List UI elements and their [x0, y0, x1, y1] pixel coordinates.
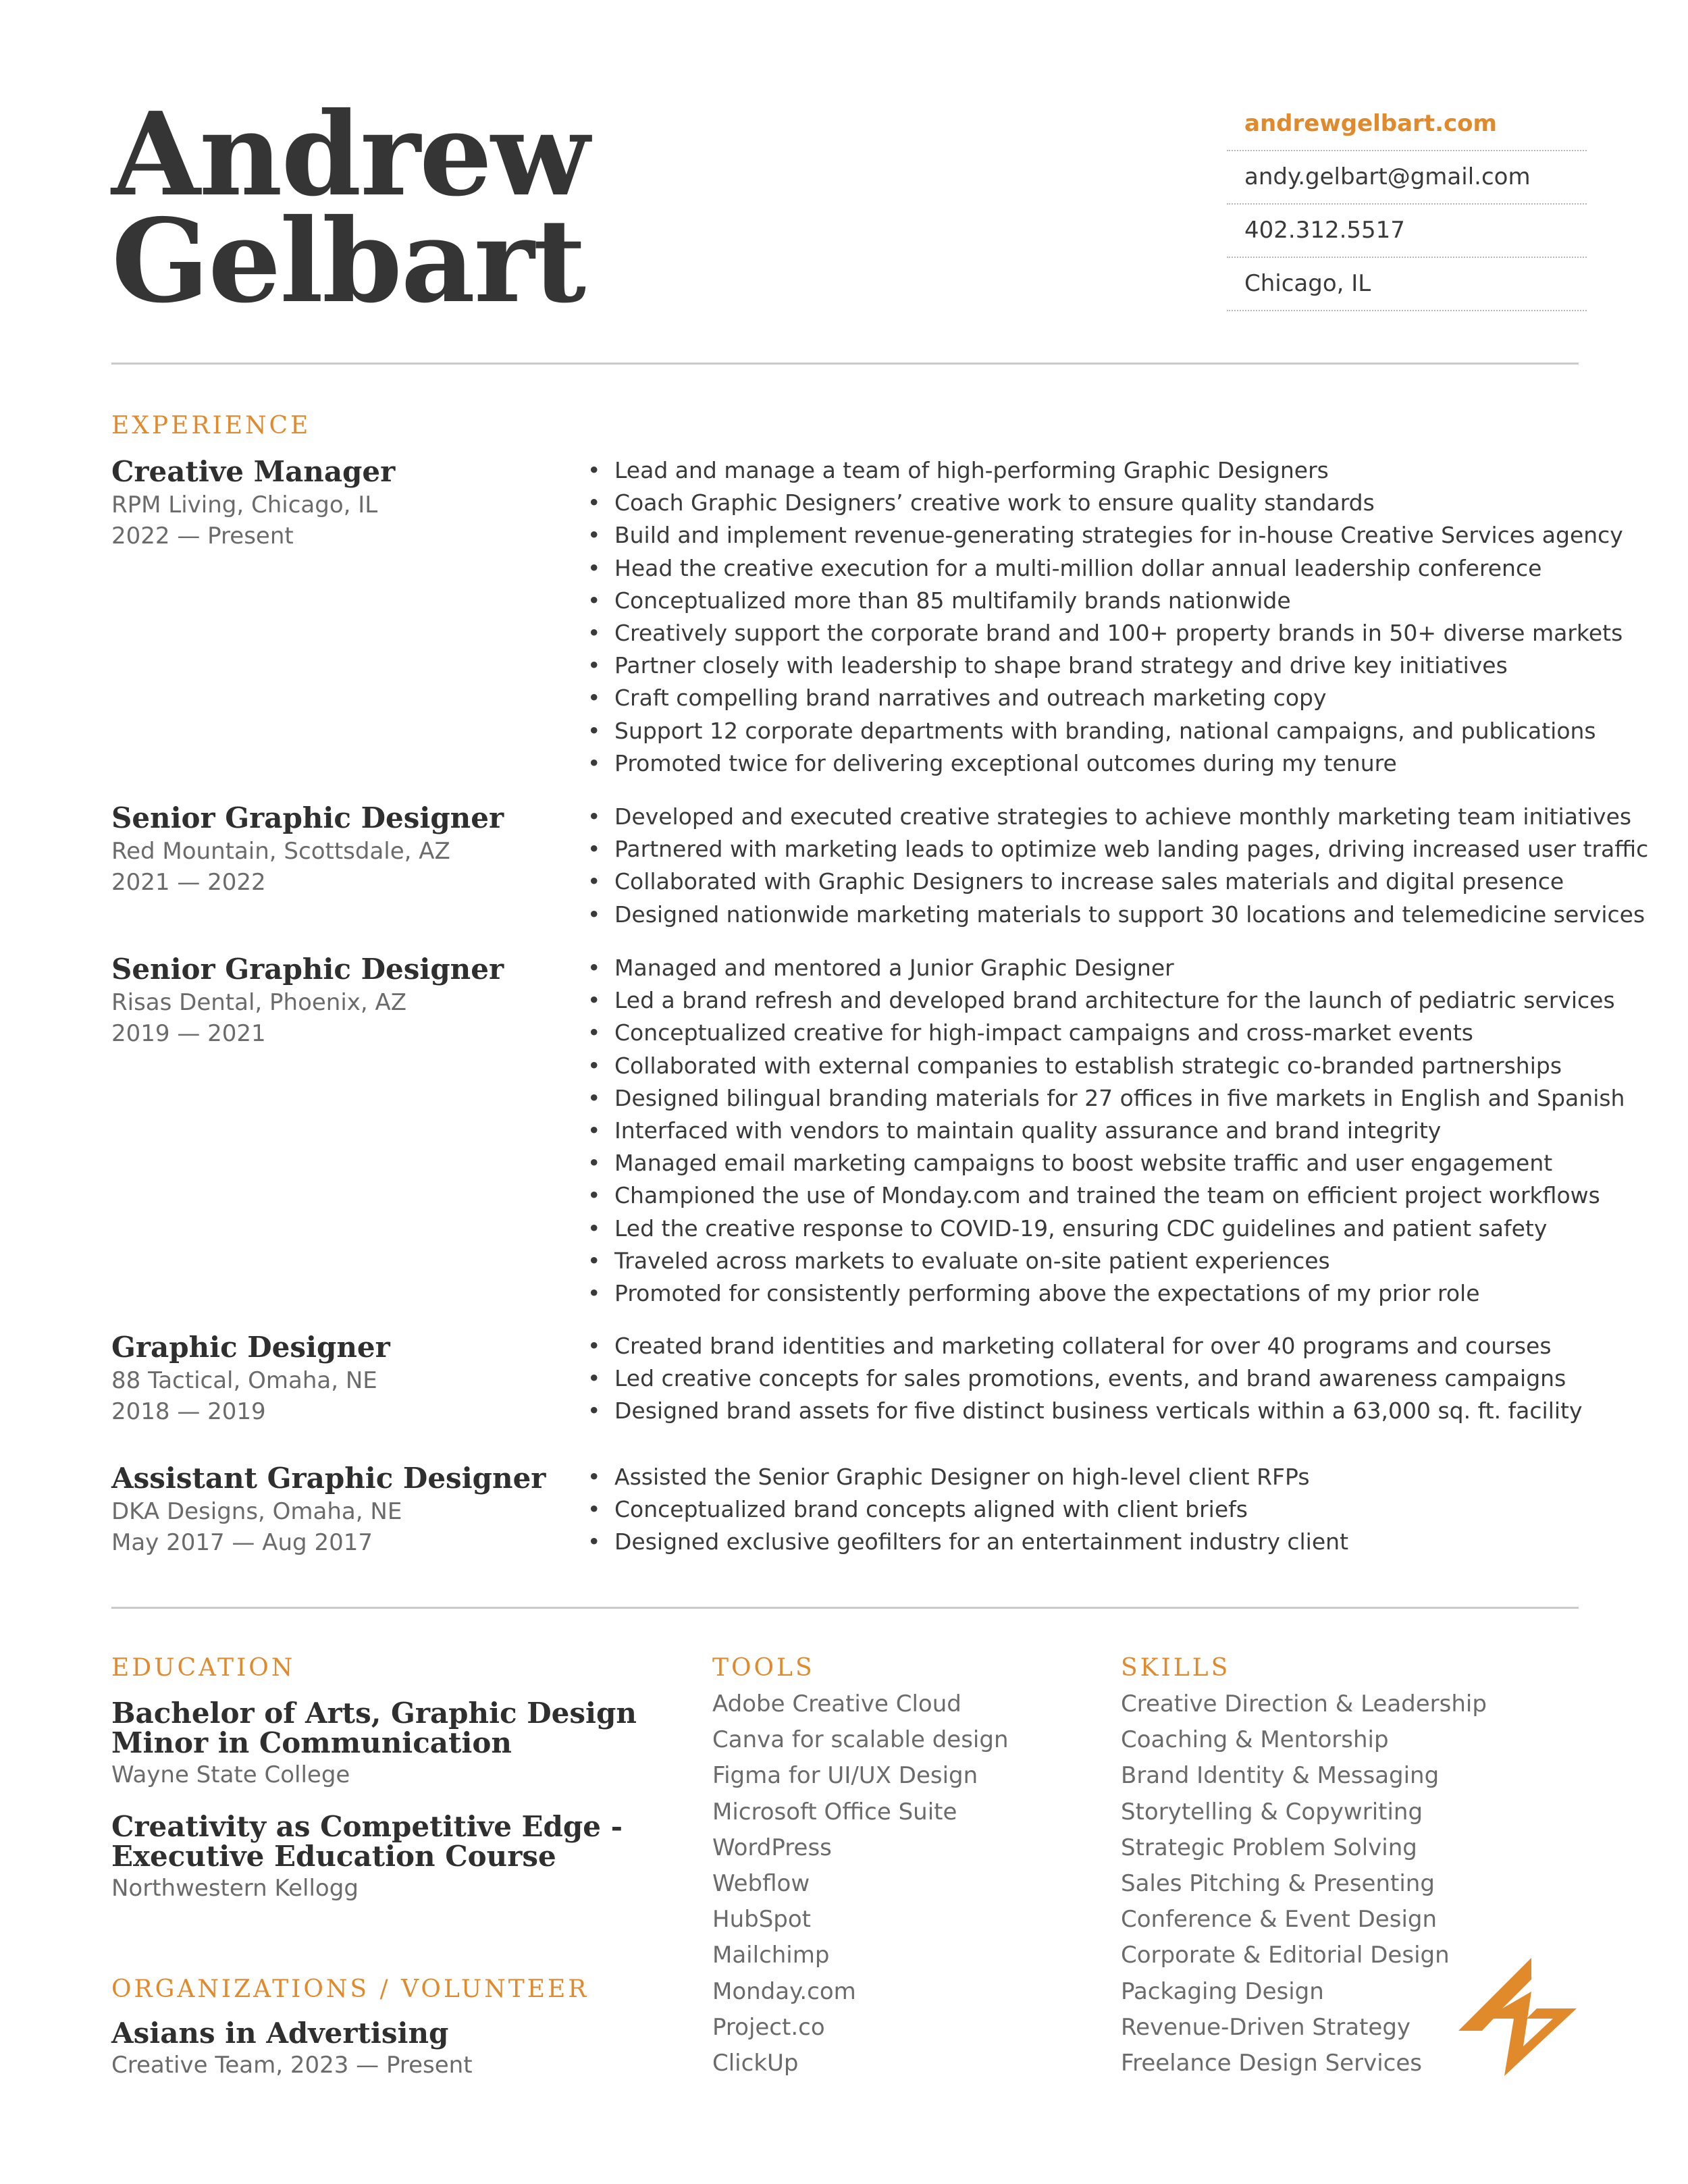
job-title: Graphic Designer — [111, 1331, 390, 1364]
list-item: • Support 12 corporate departments with branding, national campaigns, and publications — [587, 715, 1587, 747]
last-name: Gelbart — [111, 194, 585, 329]
degree-title: Bachelor of Arts, Graphic Design — [111, 1697, 637, 1730]
job-title: Senior Graphic Designer — [111, 801, 504, 834]
job-info — [111, 801, 584, 898]
school-name: Northwestern Kellogg — [111, 1875, 359, 1902]
ag-monogram-logo-icon — [1458, 1958, 1577, 2076]
job-bullets — [587, 454, 1623, 780]
list-item: • Led a brand refresh and developed brand architecture for the launch of pediatric services — [587, 984, 1587, 1017]
job-dates: 2018 — 2019 — [111, 1398, 266, 1425]
list-item: • Created brand identities and marketing collateral for over 40 programs and courses — [587, 1330, 1587, 1362]
list-item: Creative Direction & Leadership — [1121, 1690, 1487, 1717]
list-item: • Partner closely with leadership to shape brand strategy and drive key initiatives — [587, 649, 1587, 682]
skills-list — [1121, 1686, 1487, 2081]
location: Chicago, IL — [1227, 258, 1587, 311]
list-item: Adobe Creative Cloud — [712, 1690, 961, 1717]
education-item — [111, 1812, 685, 1905]
list-item: Sales Pitching & Presenting — [1121, 1870, 1435, 1898]
experience-divider — [111, 1607, 1579, 1609]
list-item: • Creatively support the corporate brand and 100+ property brands in 50+ diverse markets — [587, 617, 1587, 649]
list-item: Storytelling & Copywriting — [1121, 1798, 1423, 1826]
list-item: • Lead and manage a team of high-performing Graphic Designers — [587, 454, 1587, 487]
contact-block — [1227, 98, 1587, 311]
list-item: • Managed email marketing campaigns to boost website traffic and user engagement — [587, 1147, 1587, 1179]
experience-heading: EXPERIENCE — [111, 412, 311, 440]
organization-item — [111, 2019, 685, 2082]
list-item: • Partnered with marketing leads to optimize web landing pages, driving increased user traffic — [587, 833, 1587, 865]
job-info — [111, 1461, 584, 1558]
job-bullets — [587, 1461, 1587, 1559]
list-item: • Developed and executed creative strategies to achieve monthly marketing team initiatives — [587, 801, 1587, 833]
education-item — [111, 1699, 685, 1792]
list-item: • Coach Graphic Designers’ creative work to ensure quality standards — [587, 487, 1587, 519]
list-item: Project.co — [712, 2013, 825, 2041]
job-company: RPM Living, Chicago, IL — [111, 491, 378, 518]
list-item: Strategic Problem Solving — [1121, 1834, 1417, 1861]
list-item: Freelance Design Services — [1121, 2050, 1422, 2077]
header-divider — [111, 363, 1579, 365]
list-item: • Head the creative execution for a multi-million dollar annual leadership conference — [587, 552, 1587, 585]
logo-mark — [1458, 1958, 1577, 2076]
list-item: • Conceptualized more than 85 multifamily brands nationwide — [587, 585, 1587, 617]
list-item: Coaching & Mentorship — [1121, 1726, 1389, 1754]
job-title: Senior Graphic Designer — [111, 953, 504, 986]
list-item: • Traveled across markets to evaluate on-site patient experiences — [587, 1245, 1587, 1277]
list-item: • Managed and mentored a Junior Graphic Designer — [587, 952, 1587, 984]
list-item: • Designed brand assets for five distinct business verticals within a 63,000 sq. ft. facility — [587, 1395, 1587, 1427]
list-item: • Assisted the Senior Graphic Designer on high-level client RFPs — [587, 1461, 1587, 1493]
list-item: Conference & Event Design — [1121, 1906, 1438, 1934]
phone-number: 402.312.5517 — [1227, 205, 1587, 258]
course-title: Creativity as Competitive Edge - — [111, 1810, 623, 1843]
degree-subtitle: Minor in Communication — [111, 1726, 512, 1759]
course-subtitle: Executive Education Course — [111, 1840, 556, 1873]
list-item: HubSpot — [712, 1906, 811, 1934]
job-company: Risas Dental, Phoenix, AZ — [111, 989, 407, 1016]
job-dates: 2019 — 2021 — [111, 1020, 266, 1047]
job-company: 88 Tactical, Omaha, NE — [111, 1367, 377, 1394]
list-item: • Designed nationwide marketing materials to support 30 locations and telemedicine services — [587, 899, 1587, 931]
list-item: • Craft compelling brand narratives and outreach marketing copy — [587, 682, 1587, 714]
first-name: Andrew — [111, 87, 589, 222]
list-item: Figma for UI/UX Design — [712, 1762, 978, 1790]
list-item: Packaging Design — [1121, 1977, 1324, 2005]
job-info — [111, 952, 584, 1049]
list-item: • Promoted twice for delivering exceptional outcomes during my tenure — [587, 747, 1587, 780]
list-item: • Designed bilingual branding materials for 27 offices in five markets in English and Spanish — [587, 1082, 1587, 1115]
list-item: • Conceptualized brand concepts aligned with client briefs — [587, 1493, 1587, 1526]
tools-heading: TOOLS — [712, 1654, 815, 1682]
job-title: Creative Manager — [111, 455, 396, 488]
list-item: • Conceptualized creative for high-impact campaigns and cross-market events — [587, 1017, 1587, 1049]
list-item: Webflow — [712, 1870, 810, 1898]
email-link[interactable]: andy.gelbart@gmail.com — [1227, 151, 1587, 205]
job-title: Assistant Graphic Designer — [111, 1462, 546, 1495]
list-item: • Build and implement revenue-generating strategies for in-house Creative Services agency — [587, 519, 1587, 552]
job-bullets — [587, 952, 1625, 1310]
list-item: Canva for scalable design — [712, 1726, 1009, 1754]
list-item: Revenue-Driven Strategy — [1121, 2013, 1411, 2041]
list-item: • Collaborated with Graphic Designers to increase sales materials and digital presence — [587, 865, 1587, 898]
list-item: • Led creative concepts for sales promotions, events, and brand awareness campaigns — [587, 1362, 1587, 1395]
list-item: Corporate & Editorial Design — [1121, 1942, 1450, 1969]
list-item: Microsoft Office Suite — [712, 1798, 957, 1826]
job-info — [111, 1330, 584, 1427]
school-name: Wayne State College — [111, 1761, 350, 1788]
list-item: Brand Identity & Messaging — [1121, 1762, 1440, 1790]
job-info — [111, 454, 584, 552]
list-item: • Interfaced with vendors to maintain quality assurance and brand integrity — [587, 1115, 1587, 1147]
list-item: • Led the creative response to COVID-19, ensuring CDC guidelines and patient safety — [587, 1213, 1587, 1245]
job-company: Red Mountain, Scottsdale, AZ — [111, 838, 450, 865]
list-item: Mailchimp — [712, 1942, 830, 1969]
tools-list — [712, 1686, 1009, 2081]
list-item: • Championed the use of Monday.com and trained the team on efficient project workflows — [587, 1179, 1587, 1212]
list-item: WordPress — [712, 1834, 832, 1861]
job-dates: 2022 — Present — [111, 523, 294, 550]
job-bullets — [587, 1330, 1587, 1428]
education-heading: EDUCATION — [111, 1654, 296, 1682]
list-item: ClickUp — [712, 2050, 799, 2077]
job-dates: May 2017 — Aug 2017 — [111, 1529, 373, 1556]
website-link[interactable]: andrewgelbart.com — [1227, 98, 1587, 151]
list-item: • Promoted for consistently performing above the expectations of my prior role — [587, 1277, 1587, 1310]
candidate-name — [111, 87, 589, 329]
skills-heading: SKILLS — [1121, 1654, 1231, 1682]
list-item: • Collaborated with external companies to establish strategic co-branded partnerships — [587, 1050, 1587, 1082]
organization-detail: Creative Team, 2023 — Present — [111, 2052, 473, 2079]
organizations-heading: ORGANIZATIONS / VOLUNTEER — [111, 1975, 589, 2003]
job-bullets — [587, 801, 1649, 931]
job-dates: 2021 — 2022 — [111, 869, 266, 896]
job-company: DKA Designs, Omaha, NE — [111, 1498, 402, 1525]
list-item: • Designed exclusive geofilters for an entertainment industry client — [587, 1526, 1587, 1558]
organization-name: Asians in Advertising — [111, 2017, 449, 2050]
list-item: Monday.com — [712, 1977, 856, 2005]
